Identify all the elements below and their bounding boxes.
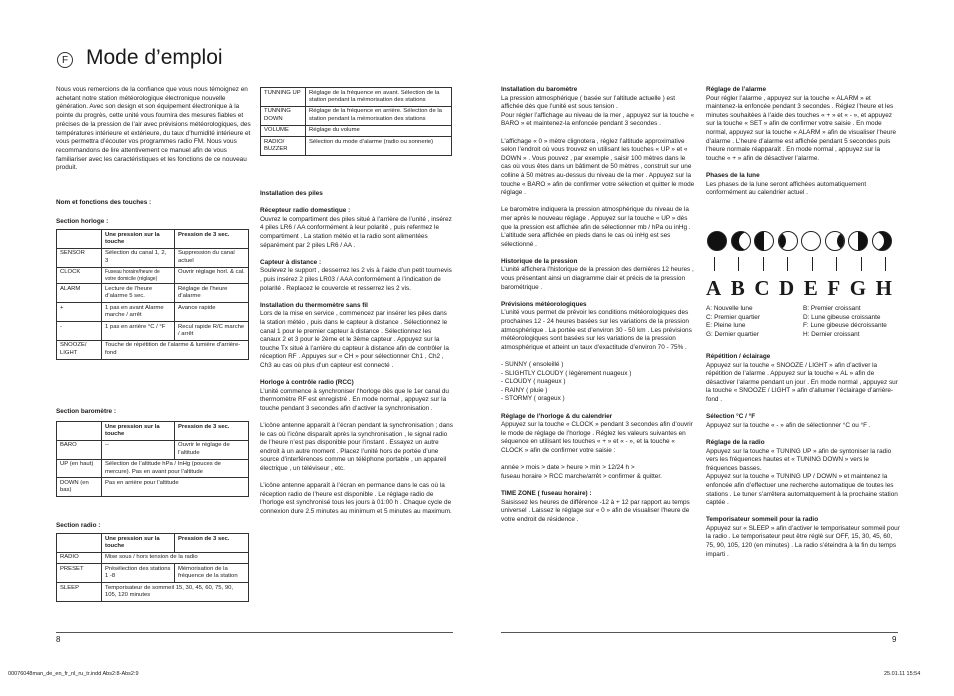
full-moon-icon — [801, 231, 821, 251]
baro-text-2: Pour régler l’affichage au niveau de la mer , appuyez sur la touche « BARO » et maintenez-la enfoncée pendant 3 secondes . — [501, 111, 695, 128]
sensor-heading: Capteur à distance : — [260, 258, 322, 266]
baro-text: La pression atmosphérique ( basée sur l’altitude actuelle ) est affichée dès que l’unité est sous tension . — [501, 94, 676, 111]
timezone-text: Saisissez les heures de différence -12 à + 12 par rapport au temps universel . Laissez le réglage sur « 0 » afin de visualiser l’heure de votre endroit de résidence . — [501, 498, 690, 523]
table-row: VOLUME Réglage du volume — [261, 125, 452, 136]
phase-label: E: Pleine lune — [706, 322, 746, 330]
timezone-heading: TIME ZONE ( fuseau horaire) : — [501, 489, 592, 497]
phase-label: F: Lune gibeuse décroissante — [803, 322, 887, 330]
sensor-text: Soulevez le support , desserrez les 2 vis à l’aide d’un petit tournevis , puis insérez 2 piles LR03 / AAA conformément à l’indication de polarité . Replacez le couvercle et resserrez les 2 vis. — [260, 267, 452, 292]
moon-phase-icons — [707, 231, 892, 251]
calendar-heading: Réglage de l’horloge & du calendrier — [501, 412, 613, 420]
table-row: CLOCK Fuseau horaire/heure de votre domicile (réglage) Ouvrir réglage horl. & cal. — [57, 267, 249, 284]
forecast-heading: Prévisions météorologiques — [501, 300, 587, 308]
column-4-lower — [706, 353, 900, 559]
rcc-text-2: L’icône antenne apparaît à l’écran pendant la synchronisation ; dans le cas où l’icône disparaît après la synchronisation , le signal radio de l’heure n’est pas disponible pour l’instant . Essayez un autre endroit à un autre moment . Placez l’unité hors de portée d’une source d’interférences comme un téléphone portable , un appareil électrique , un téléviseur , etc. — [260, 422, 453, 472]
receiver-text: Ouvrez le compartiment des piles situé à l’arrière de l’unité , insérez 4 piles LR6 / AA conformément à leur polarité , puis refermez le compartiment . La station météo et la radio sont alimentées séparément par 2 piles LR6 / AA . — [260, 215, 452, 249]
table-row: SNOOZE/ LIGHT Touche de répétition de l’alarme & lumière d’arrière-fond — [57, 340, 249, 359]
baro-table — [56, 421, 249, 497]
clock-table — [56, 229, 249, 360]
unit-text: Appuyez sur la touche « - » afin de sélectionner °C ou °F . — [706, 421, 871, 429]
last-quarter-icon — [848, 231, 868, 251]
radio-tuning-text-2: Appuyez sur la touche « TUNING UP / DOWN » et maintenez la enfoncée afin d’effectuer une recherche automatique de toutes les stations . Le tuner s’arrêtera automatquement à la prochaine station captée . — [706, 473, 898, 507]
table-row: BARO -- Ouvrir le réglage de l’altitude — [57, 440, 249, 459]
waning-crescent-icon — [872, 231, 892, 251]
phase-label: H: Dernier croissant — [803, 330, 860, 338]
phase-letter: C — [754, 276, 770, 300]
phase-letter: H — [875, 276, 892, 300]
waxing-crescent-icon — [731, 231, 751, 251]
names-heading: Nom et fonctions des touches : — [56, 199, 152, 206]
footer-rule-left — [56, 632, 453, 633]
moon-phase-legend — [706, 305, 900, 339]
rcc-text: L’unité commence à synchroniser l’horloge dès que le 1er canal du thermomètre RF est enregistré . En mode normal , appuyez sur la touche pendant 3 secondes afin d’activer la synchronisation . — [260, 387, 449, 412]
sleep-text: Appuyez sur « SLEEP » afin d’activer le temporisateur sommeil pour la radio . Le temporisateur peut être réglé sur OFF, 15, 30, 45, 60, 75, 90, 105, 120 (en minutes) . La radio s’éteindra à la fin du temps imparti . — [706, 524, 900, 558]
radio-table — [56, 533, 249, 602]
new-moon-icon — [707, 231, 727, 251]
first-quarter-icon — [754, 231, 774, 251]
history-heading: Historique de la pression — [501, 257, 578, 265]
baro-text-4: Le baromètre indiquera la pression atmosphérique du niveau de la mer après le nouveau réglage . Appuyez sur la touche « UP » dès que la pression est affichée afin de sélectionner mb / hPa ou inHg . L’altitude sera affichée en pieds dans le cas où inHg est ses sélectionné . — [501, 206, 691, 248]
phase-letter: D — [779, 276, 795, 300]
table-row: + 1 pas en avant Alarme marche / arrêt Avance rapide — [57, 303, 249, 322]
list-item: - SLIGHTLY CLOUDY ( légèrement nuageux ) — [501, 369, 632, 377]
thermo-heading: Installation du thermomètre sans fil — [260, 301, 368, 309]
intro-text: Nous vous remercions de la confiance que vous nous témoignez en achetant notre station météorologique électronique nouvelle génération. Avec son design et son équipement électronique à la pointe du progrès, cette unité vous fournira des mesures fiables et précises de la pression de l’air avec prévisions météorologiques, des températures intérieure et extérieure, du taux d’humidité intérieure et vous permettra d’écouter vos programmes radio FM. Nous vous recommandons de lire attentivement ce manuel afin de vous familiariser avec les caractéristiques et les fonctions de ce nouveau produit. — [56, 86, 251, 172]
alarm-text: Pour régler l’alarme , appuyez sur la touche « ALARM » et maintenez-la enfoncée pendant 3 secondes . Réglez l’heure et les minutes souhaitées à l’aide des touches « + » et « - », et appuyez sur la touche « SET » afin de confirmer votre saisie . En mode normal, appuyez sur la touche « ALARM » afin de visualiser l’heure d’alarme . L’heure d’alarme est affichée pendant 5 secondes puis l’heure normale réapparaît . En mode normal , appuyez sur la touche « + » afin de désactiver l’alarme. — [706, 94, 897, 162]
baro-text-3: L’affichage « 0 » mètre clignotera , réglez l’altitude approximative selon l’endroit où vous trouvez en utilisant les touches « UP » et « DOWN » . Vous pouvez , par exemple , saisir 100 mètres dans le cas où vous êtes dans un bâtiment de 50 mètres , construit sur une colline à 50 mètres au-dessus du niveau de la mer . Appuyez sur la touche « BARO » afin de confirmer votre sélection et quitter le mode réglage . — [501, 137, 695, 197]
moon-heading: Phases de la lune — [706, 171, 760, 179]
table-row: ALARM Lecture de l’heure d’alarme 5 sec. Réglage de l’heure d’alarme — [57, 284, 249, 303]
phase-letter: A — [706, 276, 722, 300]
language-letter: F — [61, 54, 69, 66]
baro-install-heading: Installation du baromètre — [501, 86, 578, 93]
column-4 — [706, 86, 900, 206]
calendar-text: Appuyez sur la touche « CLOCK » pendant 3 secondes afin d’ouvrir le mode de réglage de l’horloge . Réglez les valeurs suivantes en séquence en utilisant les touches « + » et « - », et la touche « CLOCK » afin de confirmer votre saisie : — [501, 421, 693, 454]
clock-heading: Section horloge : — [56, 218, 109, 225]
waxing-gibbous-icon — [778, 231, 798, 251]
print-file-info: 00076048man_de_en_fr_nl_ru_tr.indd Abs2:8-Abs2:9 — [8, 671, 139, 677]
receiver-heading: Récepteur radio domestique : — [260, 207, 351, 215]
table-row: SENSOR Sélection du canal 1, 2, 3 Suppression du canal actuel — [57, 248, 249, 267]
page-title: Mode d’emploi — [86, 46, 223, 69]
calendar-seq-2: fuseau horaire > RCC marche/arrêt > confirmer & quitter. — [501, 472, 662, 480]
page-number-left: 8 — [56, 635, 61, 644]
table-row: SLEEP Temporisateur de sommeil 15, 30, 45, 60, 75, 90, 105, 120 minutes — [57, 583, 249, 602]
table-row: Une pression sur la touche Pression de 3 sec. — [57, 534, 249, 553]
calendar-seq: année > mois > date > heure > min > 12/24 h > — [501, 464, 635, 472]
table-row: DOWN (en bas) Pas en arrière pour l’altitude — [57, 478, 249, 497]
page-number-right: 9 — [892, 635, 897, 644]
thermo-text: Lors de la mise en service , commencez par insérer les piles dans la station météo , puis dans le capteur à distance . Sélectionnez le canal 1 pour le premier capteur à distance . Sélectionnez les canaux 2 et 3 pour le 2ème et le 3ème capteur . Appuyez sur la touche Tx situé à l’arrière du capteur à distance afin de contrôler la réception RF . Appuyes sur « CH » pour sélectionner Ch1 , Ch2 , Ch3 au cas où plus d’un capteur est connecté . — [260, 310, 449, 369]
install-heading: Installation des piles — [260, 190, 323, 197]
table-row: PRESET Présélection des stations 1 -8 Mémorisation de la fréquence de la station — [57, 564, 249, 583]
phase-letter: F — [827, 276, 841, 300]
alarm-heading: Réglage de l’alarme — [706, 86, 767, 93]
rcc-text-3: L’icône antenne apparaît à l’écran en permance dans le cas où la réception radio de l’heure est disponible . Le réglage radio de l’horloge est synchronisé tous les jours à 01:00 h . Chaque cycle de connexion dure 2.5 minutes au minimum et 5 minutes au maximum. — [260, 482, 452, 515]
table-row: Une pression sur la touche Pression de 3 sec. — [57, 230, 249, 249]
table-row: TUNNING DOWN Réglage de la fréquence en arrière. Sélection de la station pendant la mémorisation des stations — [261, 106, 452, 125]
table-row: - 1 pas en arrière °C / °F Recul rapide R/C marche / arrêt — [57, 322, 249, 341]
snooze-heading: Répétition / éclairage — [706, 353, 771, 360]
table-row: RADIO/ BUZZER Sélection du mode d’alarme (radio ou sonnerie) — [261, 137, 452, 156]
radio-tuning-text: Appuyez sur la touche « TUNING UP » afin de syntoniser la radio vers les fréquences hautes et « TUNING DOWN » vers le fréquences basses. — [706, 447, 892, 472]
list-item: - RAINY ( pluie ) — [501, 386, 548, 394]
rcc-heading: Horloge à contrôle radio (RCC) — [260, 379, 354, 387]
forecast-list — [501, 361, 695, 404]
footer-rule-right — [501, 632, 898, 633]
phase-letter: B — [730, 276, 745, 300]
phase-label: A: Nouvelle lune — [706, 305, 753, 312]
table-row: RADIO Mise sous / hors tension de la radio — [57, 552, 249, 563]
phase-label: G: Dernier quartier — [706, 330, 759, 338]
tuning-table — [260, 87, 452, 156]
table-row: Une pression sur la touche Pression de 3 sec. — [57, 422, 249, 441]
moon-phase-letters — [706, 276, 892, 301]
moon-tick-marks — [714, 257, 886, 271]
phase-label: B: Premier croissant — [803, 305, 861, 312]
baro-heading: Section baromètre : — [56, 408, 117, 415]
unit-heading: Sélection °C / °F — [706, 413, 756, 421]
phase-letter: E — [803, 276, 818, 300]
list-item: - SUNNY ( ensoleillé ) — [501, 361, 564, 368]
radio-heading: Section radio : — [56, 522, 101, 529]
list-item: - CLOUDY ( nuageux ) — [501, 378, 566, 386]
phase-label: C: Premier quartier — [706, 313, 760, 321]
moon-text: Les phases de la lune seront affichées automatiquement conformément au calendrier actuel . — [706, 180, 867, 197]
print-date: 25.01.11 15:54 — [884, 671, 921, 677]
forecast-text: L’unité vous permet de prévoir les conditions météorologiques des prochaines 12 - 24 heures basées sur les variations de la pression atmosphérique . La portée est d’environ 30 - 50 km . Les prévisions météorologiques sont basées sur les variations de la pression atmosphérique et atteint un taux d’exactitude d’environ 70 - 75% . — [501, 309, 692, 351]
history-text: L’unité affichera l’historique de la pression des dernières 12 heures , vous présentant ainsi un diagramme clair et précis de la pression barométrique . — [501, 266, 694, 291]
phase-letter: G — [849, 276, 867, 300]
table-row: UP (en haut) Sélection de l’altitude hPa / InHg (pouces de mercure). Pas en avant pour l’altitude — [57, 459, 249, 478]
phase-label: D: Lune gibeuse croissante — [803, 313, 881, 321]
column-2 — [260, 190, 453, 525]
list-item: - STORMY ( orageux ) — [501, 395, 565, 403]
radio-tuning-heading: Réglage de la radio — [706, 438, 765, 446]
sleep-heading: Temporisateur sommeil pour la radio — [706, 516, 819, 524]
language-badge — [57, 52, 73, 68]
snooze-text: Appuyez sur la touche « SNOOZE / LIGHT » afin d’activer la répétition de l’alarme . Appuyez sur la touche « AL » afin de désactiver l’alarme pendant un jour . En mode normal , appuyez sur la touche « SNOOZE / LIGHT » afin d’allumer l’éclairage d’arrière-fond . — [706, 361, 898, 403]
waning-gibbous-icon — [825, 231, 845, 251]
column-3 — [501, 86, 695, 524]
table-row: TUNNING UP Réglage de la fréquence en avant. Sélection de la station pendant la mémorisation des stations — [261, 88, 452, 107]
